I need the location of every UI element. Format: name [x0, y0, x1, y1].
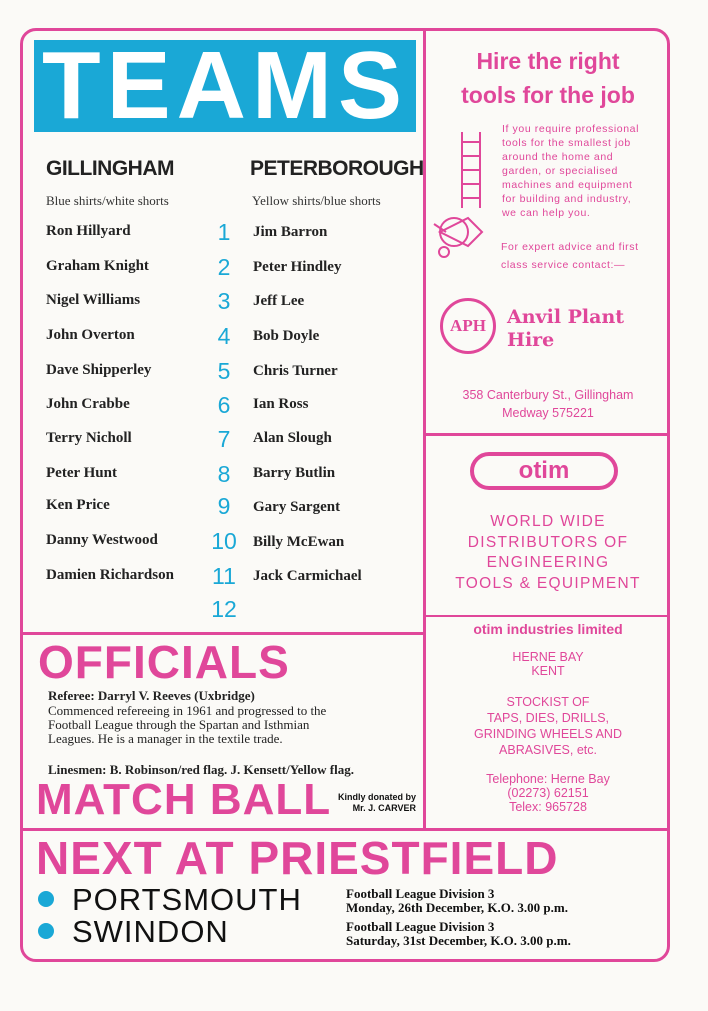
- home-player: John Overton: [46, 327, 135, 343]
- next-at-priestfield-title: NEXT AT PRIESTFIELD: [36, 832, 559, 884]
- otim-company-name: otim industries limited: [473, 621, 623, 637]
- home-player: Peter Hunt: [46, 465, 117, 481]
- away-team-name: PETERBOROUGH: [250, 157, 424, 180]
- away-player: Billy McEwan: [253, 534, 345, 550]
- referee-bio-line: Commenced refereeing in 1961 and progressed to the: [48, 703, 327, 718]
- teams-title: TEAMS: [34, 40, 416, 132]
- column-divider: [423, 30, 426, 830]
- otim-stockist: [428, 694, 668, 758]
- away-player: Chris Turner: [253, 363, 338, 379]
- ad-body-line: tools for the smallest job: [502, 137, 631, 149]
- fixture-details: [346, 920, 571, 948]
- ad-body-line: garden, or specialised: [502, 165, 618, 177]
- away-player: Jack Carmichael: [253, 568, 362, 584]
- away-player: Jeff Lee: [253, 293, 305, 309]
- away-player: Peter Hindley: [253, 259, 342, 275]
- fixture-swindon: [38, 914, 229, 950]
- donor-name: Mr. J. CARVER: [352, 803, 416, 813]
- away-team-kit: Yellow shirts/blue shorts: [252, 193, 381, 208]
- ad-expert-line: For expert advice and first: [501, 241, 639, 253]
- fixture-date: Monday, 26th December, K.O. 3.00 p.m.: [346, 900, 568, 915]
- ad-body-line: If you require professional: [502, 123, 640, 135]
- fixture-competition: Football League Division 3: [346, 886, 495, 901]
- fixture-date: Saturday, 31st December, K.O. 3.00 p.m.: [346, 933, 571, 948]
- referee-bio-line: Football League through the Spartan and Isthmian: [48, 717, 310, 732]
- home-team-kit: Blue shirts/white shorts: [46, 193, 169, 208]
- stockist-line: ABRASIVES, etc.: [499, 743, 597, 757]
- away-player: Alan Slough: [253, 430, 332, 446]
- home-player: Ken Price: [46, 497, 110, 513]
- away-player: Bob Doyle: [253, 328, 320, 344]
- home-player: Dave Shipperley: [46, 362, 152, 378]
- squad-number: 9: [217, 493, 231, 519]
- squad-number: 7: [217, 426, 231, 452]
- match-ball-title: MATCH BALL: [36, 775, 332, 824]
- bullet-icon: [38, 923, 54, 939]
- company-name-line: Anvil Plant: [507, 306, 625, 328]
- fixture-portsmouth: [38, 882, 302, 918]
- home-player: Ron Hillyard: [46, 223, 131, 239]
- match-ball-credit: [328, 792, 416, 814]
- ad-body-line: around the home and: [502, 151, 614, 163]
- home-player: Damien Richardson: [46, 567, 174, 583]
- ad-expert-text: [501, 240, 639, 272]
- squad-number: 1: [217, 219, 231, 245]
- officials-title: OFFICIALS: [38, 636, 290, 688]
- contact-line: Telex: 965728: [509, 800, 587, 814]
- ad-headline-line: tools for the job: [461, 82, 635, 108]
- ad-headline-line: Hire the right: [476, 48, 620, 74]
- home-player: Danny Westwood: [46, 532, 158, 548]
- company-name-line: Hire: [507, 329, 555, 351]
- tagline-line: TOOLS & EQUIPMENT: [455, 574, 641, 592]
- away-player: Jim Barron: [253, 224, 328, 240]
- tagline-line: ENGINEERING: [486, 554, 610, 571]
- squad-number: 3: [217, 288, 231, 314]
- stockist-line: TAPS, DIES, DRILLS,: [486, 711, 610, 725]
- referee-bio-line: Leagues. He is a manager in the textile trade.: [48, 731, 283, 746]
- ad-expert-line: class service contact:—: [501, 259, 626, 271]
- squad-number: 10: [211, 528, 237, 554]
- fixture-details: [346, 887, 568, 915]
- teams-officials-divider: [22, 632, 425, 635]
- otim-logo: otim: [470, 452, 618, 490]
- donated-label: Kindly donated by: [337, 792, 416, 802]
- away-player: Gary Sargent: [253, 499, 341, 515]
- fixture-competition: Football League Division 3: [346, 919, 495, 934]
- ad-body-line: machines and equipment: [502, 179, 633, 191]
- home-player: John Crabbe: [46, 396, 130, 412]
- town-line: HERNE BAY: [512, 650, 584, 664]
- ad-body-text: [502, 122, 639, 220]
- tools-illustration-icon: [432, 128, 500, 264]
- tagline-line: WORLD WIDE: [490, 513, 606, 530]
- linesmen: Linesmen: B. Robinson/red flag. J. Kensett/Yellow flag.: [48, 762, 354, 777]
- ad-body-line: we can help you.: [502, 207, 591, 219]
- anvil-company-name: [507, 306, 624, 352]
- squad-number: 4: [217, 323, 231, 349]
- squad-number: 12: [211, 596, 237, 622]
- otim-contact: [428, 772, 668, 814]
- squad-number: 6: [217, 392, 231, 418]
- anvil-logo: APH: [440, 298, 496, 354]
- town-line: KENT: [531, 664, 565, 678]
- home-player: Terry Nicholl: [46, 430, 132, 446]
- next-fixtures-divider: [22, 828, 668, 831]
- anvil-address: [428, 386, 668, 422]
- tagline-line: DISTRIBUTORS OF: [467, 533, 629, 551]
- ads-divider: [425, 433, 668, 436]
- home-player: Graham Knight: [46, 258, 149, 274]
- away-player: Ian Ross: [253, 396, 309, 412]
- squad-number: 5: [217, 358, 231, 384]
- squad-number: 2: [217, 254, 231, 280]
- squad-number: 11: [212, 563, 236, 589]
- fixture-team-name: SWINDON: [72, 914, 229, 949]
- otim-tagline: [428, 512, 668, 594]
- address-line: 358 Canterbury St., Gillingham: [462, 388, 634, 402]
- stockist-line: STOCKIST OF: [506, 695, 590, 709]
- ad-body-line: for building and industry,: [502, 193, 632, 205]
- home-team-name: GILLINGHAM: [46, 157, 174, 180]
- otim-inner-divider: [425, 615, 668, 617]
- contact-line: Telephone: Herne Bay: [486, 772, 610, 786]
- squad-number: 8: [217, 461, 231, 487]
- away-player: Barry Butlin: [253, 465, 336, 481]
- otim-town: [428, 650, 668, 678]
- contact-line: (02273) 62151: [507, 786, 589, 800]
- address-line: Medway 575221: [502, 406, 594, 420]
- bullet-icon: [38, 891, 54, 907]
- home-player: Nigel Williams: [46, 292, 141, 308]
- referee-name: Referee: Darryl V. Reeves (Uxbridge): [48, 688, 255, 703]
- fixture-team-name: PORTSMOUTH: [72, 882, 302, 917]
- stockist-line: GRINDING WHEELS AND: [474, 727, 622, 741]
